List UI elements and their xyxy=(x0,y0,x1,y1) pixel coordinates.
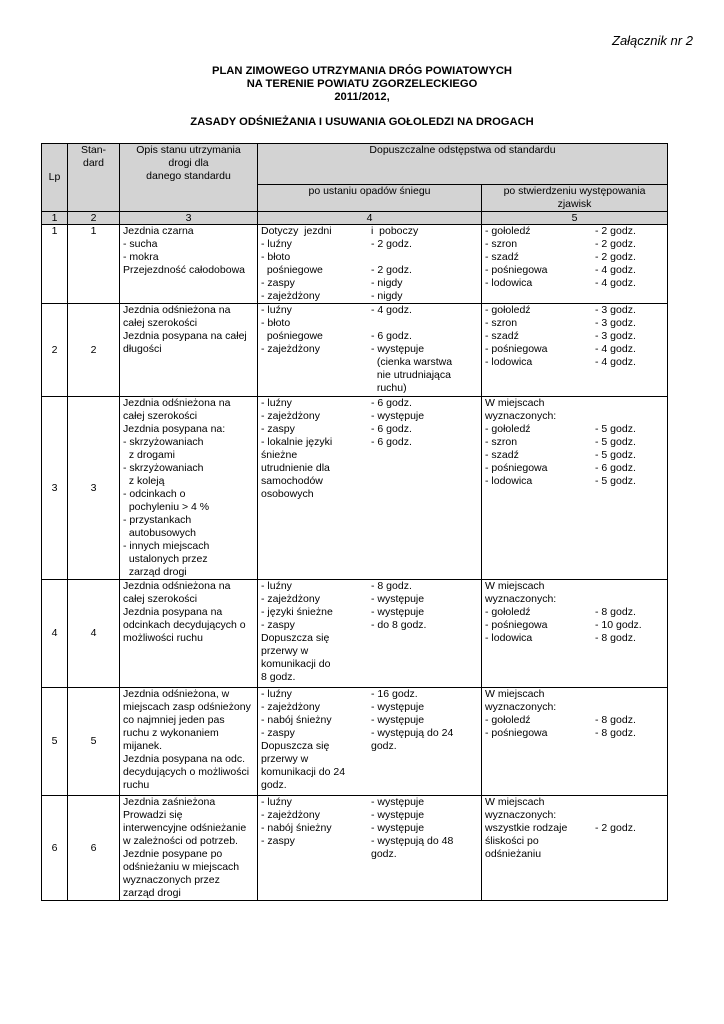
description-line: Prowadzi się xyxy=(123,809,183,821)
description-line: - odcinkach o xyxy=(123,488,186,500)
condition-value: - występują do 48 xyxy=(371,835,454,847)
after-snow-cell-line xyxy=(261,449,478,462)
after-snow-cell-line xyxy=(261,382,478,395)
condition-label: - zaspy xyxy=(261,835,295,847)
condition-value: - 6 godz. xyxy=(371,330,412,342)
condition-label: - zajeżdżony xyxy=(261,701,320,713)
condition-value: - 6 godz. xyxy=(595,462,636,474)
document-subtitle: ZASADY ODŚNIEŻANIA I USUWANIA GOŁOLEDZI NA DROGACH xyxy=(190,116,534,128)
condition-label: osobowych xyxy=(261,488,314,500)
after-snow-cell-line xyxy=(261,619,478,632)
row-description xyxy=(120,688,258,796)
condition-label: - zajeżdżony xyxy=(261,290,320,302)
description-line: mijanek. xyxy=(123,740,163,752)
header-after-snow: po ustaniu opadów śniegu xyxy=(258,185,482,212)
condition-value: - 8 godz. xyxy=(371,580,412,592)
condition-label: - luźny xyxy=(261,304,292,316)
after-phenomena-cell-line xyxy=(485,727,664,740)
header-after-phenomena: po stwierdzeniu występowania zjawisk xyxy=(482,185,668,212)
column-number: 1 xyxy=(42,212,68,225)
condition-label: W miejscach xyxy=(485,397,545,409)
condition-label: - pośniegowa xyxy=(485,264,548,276)
condition-value: - występuje xyxy=(371,701,425,713)
description-line: Jezdnia posypana na xyxy=(123,606,223,618)
description-line: - skrzyżowaniach xyxy=(123,462,204,474)
condition-value: - 5 godz. xyxy=(595,436,636,448)
after-phenomena-cell-line xyxy=(485,449,664,462)
after-snow-cell-line xyxy=(261,606,478,619)
description-line: w zależności od potrzeb. xyxy=(123,835,238,847)
after-snow-cell xyxy=(258,304,482,397)
header-lp: Lp xyxy=(42,144,68,212)
table-row xyxy=(42,580,668,688)
after-snow-cell-line xyxy=(261,290,478,303)
condition-label: - błoto xyxy=(261,317,291,329)
description-line: Jezdnia czarna xyxy=(123,225,194,237)
after-phenomena-cell-line xyxy=(485,848,664,861)
after-snow-cell-line xyxy=(261,632,478,645)
after-snow-cell-line xyxy=(261,714,478,727)
description-line: Jezdnia odśnieżona na xyxy=(123,304,231,316)
title-line-3: 2011/2012, xyxy=(334,91,390,103)
after-phenomena-cell-line xyxy=(485,593,664,606)
after-snow-cell-line xyxy=(261,740,478,753)
condition-label: - lodowica xyxy=(485,277,533,289)
after-phenomena-cell-line xyxy=(485,423,664,436)
condition-value: - 2 godz. xyxy=(371,264,412,276)
after-snow-cell-line xyxy=(261,423,478,436)
condition-label: - lodowica xyxy=(485,632,533,644)
after-phenomena-cell-line xyxy=(485,304,664,317)
column-number: 3 xyxy=(120,212,258,225)
after-snow-cell-line xyxy=(261,822,478,835)
condition-label: - luźny xyxy=(261,238,292,250)
condition-label: - pośniegowa xyxy=(485,619,548,631)
description-line: autobusowych xyxy=(123,527,196,539)
condition-value: - nigdy xyxy=(371,277,403,289)
condition-label: Dopuszcza się xyxy=(261,740,330,752)
after-snow-cell-line xyxy=(261,225,478,238)
condition-label: - gołoledź xyxy=(485,714,531,726)
condition-label: - luźny xyxy=(261,397,292,409)
condition-value: - 5 godz. xyxy=(595,423,636,435)
condition-label: - luźny xyxy=(261,688,292,700)
condition-label: W miejscach xyxy=(485,580,545,592)
condition-label: wyznaczonych: xyxy=(485,809,557,821)
condition-value: - 3 godz. xyxy=(595,330,636,342)
after-phenomena-cell-line xyxy=(485,835,664,848)
after-snow-cell-line xyxy=(261,436,478,449)
condition-label: pośniegowe xyxy=(261,330,323,342)
after-phenomena-cell xyxy=(482,304,668,397)
condition-value: ruchu) xyxy=(371,382,407,394)
after-snow-cell-line xyxy=(261,264,478,277)
row-description xyxy=(120,225,258,304)
condition-label: - gołoledź xyxy=(485,423,531,435)
condition-value: - 6 godz. xyxy=(371,397,412,409)
condition-label: komunikacji do 24 xyxy=(261,766,346,778)
header-deviations: Dopuszczalne odstępstwa od standardu xyxy=(258,144,668,185)
row-description xyxy=(120,397,258,580)
after-snow-cell-line xyxy=(261,688,478,701)
description-line: Jezdnia odśnieżona, w xyxy=(123,688,230,700)
condition-value: - 2 godz. xyxy=(595,238,636,250)
condition-label xyxy=(261,848,371,861)
row-standard: 6 xyxy=(68,796,120,901)
condition-value: - do 8 godz. xyxy=(371,619,427,631)
condition-value: - 16 godz. xyxy=(371,688,418,700)
row-lp: 6 xyxy=(42,796,68,901)
after-snow-cell-line xyxy=(261,753,478,766)
description-line: możliwości ruchu xyxy=(123,632,203,644)
condition-value: godz. xyxy=(371,740,397,752)
description-line: Jezdnia odśnieżona na xyxy=(123,397,231,409)
condition-label: - zajeżdżony xyxy=(261,410,320,422)
table-row xyxy=(42,796,668,901)
description-line: odśnieżaniu w miejscach xyxy=(123,861,240,873)
after-phenomena-cell-line xyxy=(485,317,664,330)
description-line: ustalonych przez xyxy=(123,553,208,565)
after-snow-cell xyxy=(258,397,482,580)
condition-value: - 4 godz. xyxy=(595,343,636,355)
header-description: Opis stanu utrzymania drogi dla danego standardu xyxy=(120,144,258,212)
row-lp: 3 xyxy=(42,397,68,580)
after-phenomena-cell-line xyxy=(485,330,664,343)
condition-label: odśnieżaniu xyxy=(485,848,542,860)
description-line: Jezdnia posypana na: xyxy=(123,423,226,435)
condition-label: - zaspy xyxy=(261,619,295,631)
condition-value: - 4 godz. xyxy=(595,264,636,276)
description-line: zarząd drogi xyxy=(123,566,187,578)
after-phenomena-cell-line xyxy=(485,606,664,619)
after-phenomena-cell-line xyxy=(485,462,664,475)
condition-label xyxy=(261,356,371,369)
after-snow-cell-line xyxy=(261,796,478,809)
condition-label: - zajeżdżony xyxy=(261,593,320,605)
condition-value: i poboczy xyxy=(371,225,419,237)
description-line: Jezdnia zaśnieżona xyxy=(123,796,216,808)
condition-value: - występuje xyxy=(371,822,425,834)
condition-label: - nabój śnieżny xyxy=(261,822,332,834)
row-standard: 4 xyxy=(68,580,120,688)
after-snow-cell-line xyxy=(261,593,478,606)
row-lp: 2 xyxy=(42,304,68,397)
after-snow-cell xyxy=(258,688,482,796)
after-phenomena-cell xyxy=(482,225,668,304)
condition-value: - występuje xyxy=(371,809,425,821)
condition-value: - 2 godz. xyxy=(595,822,636,834)
condition-label: - lodowica xyxy=(485,475,533,487)
after-snow-cell-line xyxy=(261,645,478,658)
after-phenomena-cell-line xyxy=(485,225,664,238)
row-standard: 3 xyxy=(68,397,120,580)
after-phenomena-cell-line xyxy=(485,809,664,822)
condition-label: komunikacji do xyxy=(261,658,331,670)
description-line: z koleją xyxy=(123,475,165,487)
after-snow-cell-line xyxy=(261,580,478,593)
condition-label: - gołoledź xyxy=(485,606,531,618)
after-phenomena-cell-line xyxy=(485,436,664,449)
row-lp: 1 xyxy=(42,225,68,304)
after-phenomena-cell xyxy=(482,580,668,688)
description-line: Przejezdność całodobowa xyxy=(123,264,245,276)
condition-value: - 3 godz. xyxy=(595,317,636,329)
after-phenomena-cell-line xyxy=(485,632,664,645)
condition-label: pośniegowe xyxy=(261,264,323,276)
condition-value: - 8 godz. xyxy=(595,632,636,644)
column-number: 5 xyxy=(482,212,668,225)
row-standard: 5 xyxy=(68,688,120,796)
row-lp: 4 xyxy=(42,580,68,688)
standards-table xyxy=(41,143,668,901)
after-snow-cell-line xyxy=(261,462,478,475)
condition-label: - szadź xyxy=(485,449,519,461)
after-snow-cell-line xyxy=(261,835,478,848)
description-line: - innych miejscach xyxy=(123,540,210,552)
condition-value: - występuje xyxy=(371,714,425,726)
row-lp: 5 xyxy=(42,688,68,796)
condition-label: - szadź xyxy=(485,330,519,342)
condition-label: - lokalnie języki xyxy=(261,436,333,448)
description-line: - skrzyżowaniach xyxy=(123,436,204,448)
description-line: wyznaczonych przez xyxy=(123,874,220,886)
condition-label: utrudnienie dla xyxy=(261,462,330,474)
condition-value: - występuje xyxy=(371,343,425,355)
condition-value: godz. xyxy=(371,848,397,860)
after-snow-cell-line xyxy=(261,475,478,488)
condition-label: - pośniegowa xyxy=(485,727,548,739)
condition-label: - gołoledź xyxy=(485,225,531,237)
after-snow-cell xyxy=(258,580,482,688)
condition-label: - zaspy xyxy=(261,277,295,289)
condition-label: śnieżne xyxy=(261,449,298,461)
condition-label xyxy=(261,382,371,395)
condition-value: - 2 godz. xyxy=(371,238,412,250)
condition-label: wyznaczonych: xyxy=(485,701,557,713)
condition-label: 8 godz. xyxy=(261,671,296,683)
title-line-1: PLAN ZIMOWEGO UTRZYMANIA DRÓG POWIATOWYCH xyxy=(212,65,512,77)
after-snow-cell xyxy=(258,225,482,304)
after-phenomena-cell-line xyxy=(485,619,664,632)
condition-label: godz. xyxy=(261,779,287,791)
condition-label: - gołoledź xyxy=(485,304,531,316)
after-snow-cell-line xyxy=(261,238,478,251)
after-phenomena-cell-line xyxy=(485,580,664,593)
description-line: ruchu xyxy=(123,779,150,791)
after-snow-cell-line xyxy=(261,277,478,290)
condition-label xyxy=(261,369,371,382)
condition-label: W miejscach xyxy=(485,796,545,808)
after-snow-cell-line xyxy=(261,766,478,779)
condition-value: - 8 godz. xyxy=(595,606,636,618)
condition-label: - zaspy xyxy=(261,423,295,435)
condition-label: - luźny xyxy=(261,796,292,808)
condition-value: (cienka warstwa xyxy=(371,356,453,368)
condition-value: - występuje xyxy=(371,410,425,422)
condition-value: - występuje xyxy=(371,593,425,605)
after-phenomena-cell-line xyxy=(485,475,664,488)
condition-label: śliskości po xyxy=(485,835,539,847)
description-line: - mokra xyxy=(123,251,159,263)
after-snow-cell-line xyxy=(261,727,478,740)
condition-label: przerwy w xyxy=(261,753,309,765)
after-phenomena-cell-line xyxy=(485,688,664,701)
after-snow-cell-line xyxy=(261,330,478,343)
description-line: z drogami xyxy=(123,449,175,461)
condition-label: - pośniegowa xyxy=(485,462,548,474)
attachment-label: Załącznik nr 2 xyxy=(612,33,693,48)
after-snow-cell xyxy=(258,796,482,901)
description-line: całej szerokości xyxy=(123,317,198,329)
after-snow-cell-line xyxy=(261,779,478,792)
condition-value: - 6 godz. xyxy=(371,423,412,435)
description-line: Jezdnia posypana na całej xyxy=(123,330,247,342)
description-line: Jezdnie posypane po xyxy=(123,848,223,860)
after-snow-cell-line xyxy=(261,701,478,714)
after-snow-cell-line xyxy=(261,658,478,671)
condition-value: - 2 godz. xyxy=(595,225,636,237)
after-snow-cell-line xyxy=(261,410,478,423)
condition-label: - nabój śnieżny xyxy=(261,714,332,726)
condition-label: przerwy w xyxy=(261,645,309,657)
description-line: interwencyjne odśnieżanie xyxy=(123,822,247,834)
condition-value: nie utrudniająca xyxy=(371,369,451,381)
condition-label: - szron xyxy=(485,238,518,250)
condition-label: Dotyczy jezdni xyxy=(261,225,332,237)
after-snow-cell-line xyxy=(261,488,478,501)
row-description xyxy=(120,580,258,688)
condition-value: - 3 godz. xyxy=(595,304,636,316)
condition-label: - szadź xyxy=(485,251,519,263)
description-line: całej szerokości xyxy=(123,410,198,422)
condition-label: - języki śnieżne xyxy=(261,606,333,618)
after-phenomena-cell xyxy=(482,796,668,901)
header-standard: Stan- dard xyxy=(68,144,120,212)
description-line: miejscach zasp odśnieżony xyxy=(123,701,251,713)
condition-label: wyznaczonych: xyxy=(485,410,557,422)
condition-label: - zaspy xyxy=(261,727,295,739)
after-phenomena-cell-line xyxy=(485,701,664,714)
condition-value: - 4 godz. xyxy=(371,304,412,316)
condition-label: wszystkie rodzaje xyxy=(485,822,568,834)
after-snow-cell-line xyxy=(261,848,478,861)
condition-label: - szron xyxy=(485,317,518,329)
after-phenomena-cell-line xyxy=(485,397,664,410)
description-line: - przystankach xyxy=(123,514,192,526)
row-standard: 1 xyxy=(68,225,120,304)
after-snow-cell-line xyxy=(261,809,478,822)
condition-value: - 8 godz. xyxy=(595,714,636,726)
column-number-row xyxy=(42,212,668,225)
condition-label: - luźny xyxy=(261,580,292,592)
condition-label: W miejscach xyxy=(485,688,545,700)
after-phenomena-cell-line xyxy=(485,277,664,290)
table-row xyxy=(42,304,668,397)
after-snow-cell-line xyxy=(261,356,478,369)
condition-value: - 4 godz. xyxy=(595,277,636,289)
condition-value: - 2 godz. xyxy=(595,251,636,263)
table-row xyxy=(42,225,668,304)
after-snow-cell-line xyxy=(261,251,478,264)
condition-value: - występują do 24 xyxy=(371,727,454,739)
after-phenomena-cell-line xyxy=(485,251,664,264)
after-phenomena-cell-line xyxy=(485,410,664,423)
condition-value: - 4 godz. xyxy=(595,356,636,368)
after-snow-cell-line xyxy=(261,671,478,684)
column-number: 4 xyxy=(258,212,482,225)
row-description xyxy=(120,304,258,397)
condition-label: Dopuszcza się xyxy=(261,632,330,644)
after-snow-cell-line xyxy=(261,343,478,356)
description-line: zarząd drogi xyxy=(123,887,181,899)
description-line: decydujących o możliwości xyxy=(123,766,250,778)
description-line: co najmniej jeden pas xyxy=(123,714,225,726)
condition-value: - 6 godz. xyxy=(371,436,412,448)
condition-value: - 10 godz. xyxy=(595,619,642,631)
condition-label: - lodowica xyxy=(485,356,533,368)
condition-value: - występuje xyxy=(371,796,425,808)
after-phenomena-cell-line xyxy=(485,238,664,251)
condition-label: wyznaczonych: xyxy=(485,593,557,605)
table-row xyxy=(42,397,668,580)
row-standard: 2 xyxy=(68,304,120,397)
condition-label: - szron xyxy=(485,436,518,448)
after-phenomena-cell xyxy=(482,397,668,580)
column-number: 2 xyxy=(68,212,120,225)
condition-value: - 8 godz. xyxy=(595,727,636,739)
description-line: Jezdnia posypana na odc. xyxy=(123,753,246,765)
after-phenomena-cell xyxy=(482,688,668,796)
after-snow-cell-line xyxy=(261,397,478,410)
condition-label: - błoto xyxy=(261,251,291,263)
document-title xyxy=(0,65,724,104)
description-line: - sucha xyxy=(123,238,158,250)
after-phenomena-cell-line xyxy=(485,356,664,369)
description-line: Jezdnia odśnieżona na xyxy=(123,580,231,592)
after-phenomena-cell-line xyxy=(485,822,664,835)
row-description xyxy=(120,796,258,901)
after-phenomena-cell-line xyxy=(485,714,664,727)
condition-label: - zajeżdżony xyxy=(261,343,320,355)
condition-value: - nigdy xyxy=(371,290,403,302)
after-snow-cell-line xyxy=(261,304,478,317)
condition-label: - zajeżdżony xyxy=(261,809,320,821)
after-phenomena-cell-line xyxy=(485,264,664,277)
description-line: długości xyxy=(123,343,162,355)
after-snow-cell-line xyxy=(261,317,478,330)
condition-value: - 5 godz. xyxy=(595,449,636,461)
table-row xyxy=(42,688,668,796)
description-line: odcinkach decydujących o xyxy=(123,619,246,631)
condition-value: - 5 godz. xyxy=(595,475,636,487)
condition-label: samochodów xyxy=(261,475,323,487)
condition-label: - pośniegowa xyxy=(485,343,548,355)
after-phenomena-cell-line xyxy=(485,796,664,809)
condition-value: - występuje xyxy=(371,606,425,618)
after-phenomena-cell-line xyxy=(485,343,664,356)
description-line: pochyleniu > 4 % xyxy=(123,501,210,513)
description-line: ruchu z wykonaniem xyxy=(123,727,219,739)
after-snow-cell-line xyxy=(261,369,478,382)
description-line: całej szerokości xyxy=(123,593,198,605)
title-line-2: NA TERENIE POWIATU ZGORZELECKIEGO xyxy=(246,78,478,90)
